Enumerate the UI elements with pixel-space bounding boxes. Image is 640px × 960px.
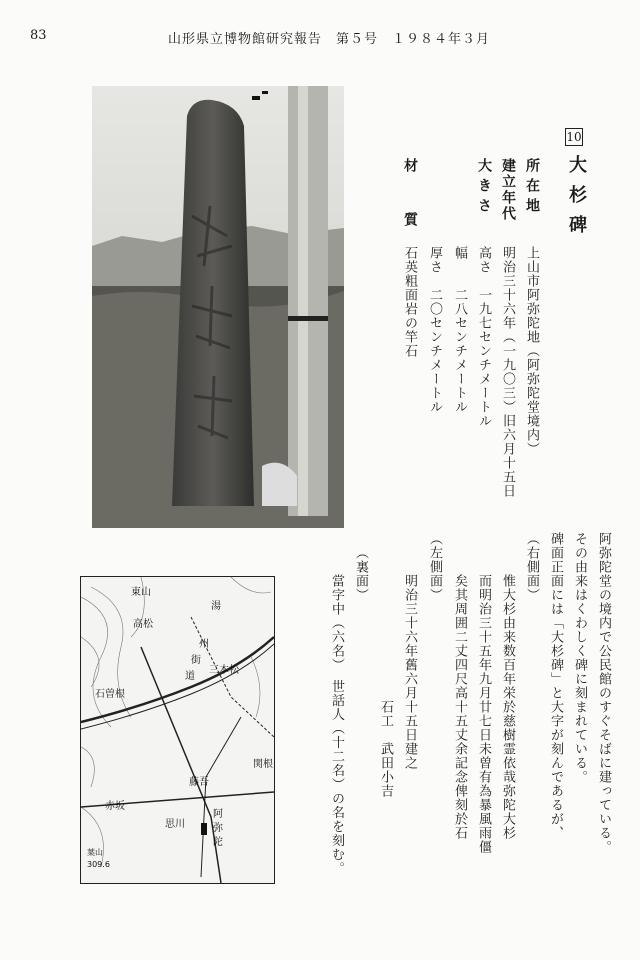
map-label-omoigawa: 思川 xyxy=(165,819,185,830)
body-line-1: 阿弥陀堂の境内で公民館のすぐそばに建っている。 xyxy=(596,532,611,854)
value-height: 高さ 一九七センチメートル xyxy=(476,246,491,428)
map-label-hayama: 葉山 xyxy=(87,848,103,857)
value-thickness: 厚さ 二〇センチメートル xyxy=(427,246,442,414)
body-back-heading: （裏面） xyxy=(353,546,368,602)
running-header: 山形県立博物館研究報告 第５号 １９８４年３月 xyxy=(168,32,491,47)
map-label-mi: 弥 xyxy=(213,823,223,834)
map-label-fujigo: 藤吾 xyxy=(189,777,209,788)
map-label-higashiyama: 東山 xyxy=(131,587,151,598)
label-size: 大きさ xyxy=(476,158,492,218)
monument-title: 大杉碑 xyxy=(566,155,587,245)
map-label-akasaka: 赤坂 xyxy=(105,801,125,812)
location-map xyxy=(80,576,275,884)
body-right-side-heading: （右側面） xyxy=(524,532,539,602)
map-label-sanbonmatsu: 三本松 xyxy=(209,665,239,676)
map-label-sekine: 関根 xyxy=(253,759,273,770)
map-label-elevation: 309.6 xyxy=(87,860,110,869)
label-erection-date: 建立年代 xyxy=(500,158,516,222)
monument-photo xyxy=(92,86,344,528)
body-line-2: その由来はくわしく碑に刻まれている。 xyxy=(572,532,587,784)
body-back-line: 當字中（六名） 世話人（十二名）の名を刻む。 xyxy=(329,574,344,876)
body-right-side-line-3: 矣其周囲二丈四尺高十五丈余記念俾刻於石 xyxy=(452,574,467,840)
page-number: 83 xyxy=(30,28,47,43)
body-right-side-line-2: 而明治三十五年九月廿七日未曽有為暴風雨僵 xyxy=(476,574,491,854)
label-location: 所在地 xyxy=(524,158,540,218)
body-mason: 石工 武田小吉 xyxy=(378,700,393,798)
map-label-da: 陀 xyxy=(213,837,223,848)
map-label-shu: 州 xyxy=(199,639,209,650)
map-label-yu: 湯 xyxy=(211,601,221,612)
map-label-ishisone: 石曽根 xyxy=(95,689,125,700)
value-material: 石英粗面岩の竿石 xyxy=(402,246,417,358)
label-material: 材質 xyxy=(402,158,418,266)
body-line-3: 碑面正面には「大杉碑」と大字が刻んであるが、 xyxy=(548,532,563,840)
map-label-a: 阿 xyxy=(213,809,223,820)
value-width: 幅 二八センチメートル xyxy=(452,246,467,414)
monument-marker-icon xyxy=(201,823,207,835)
map-label-do: 道 xyxy=(185,671,195,682)
map-label-kaido: 街 xyxy=(191,655,201,666)
map-label-takamatsu: 高松 xyxy=(133,619,153,630)
body-right-side-line-1: 惟大杉由来数百年栄於慈樹霊依哉弥陀大杉 xyxy=(500,574,515,840)
value-erection-date: 明治三十六年（一九〇三）旧六月十五日 xyxy=(500,246,515,498)
body-left-side-heading: （左側面） xyxy=(427,532,442,602)
body-left-side-line: 明治三十六年舊六月十五日建之 xyxy=(402,574,417,770)
section-number: 10 xyxy=(566,130,582,144)
value-location: 上山市阿弥陀地（阿弥陀堂境内） xyxy=(524,246,539,456)
